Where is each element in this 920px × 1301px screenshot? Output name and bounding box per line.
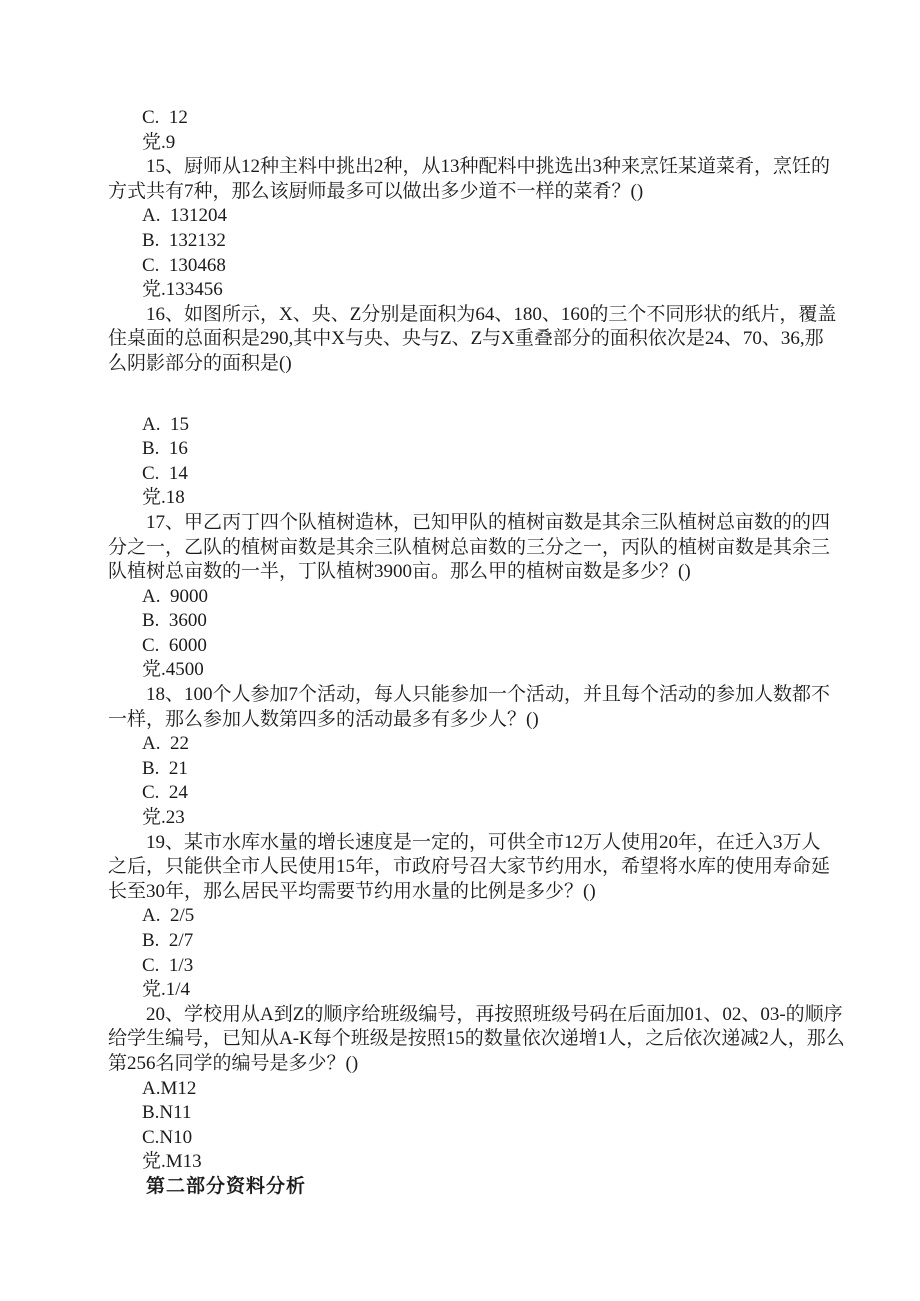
q15-option-a: A. 131204 — [142, 205, 227, 227]
q18-option-c: C. 24 — [142, 782, 188, 804]
q14-option-c: C. 12 — [142, 107, 188, 128]
question-19 — [108, 831, 832, 1003]
question-16 — [108, 303, 837, 511]
q15-option-d: 党.133456 — [142, 279, 223, 301]
q17-option-c: C. 6000 — [142, 634, 207, 656]
q18-option-d: 党.23 — [142, 807, 185, 829]
q20-stem-line: 第256名同学的编号是多少？() — [108, 1052, 359, 1074]
question-17 — [108, 511, 832, 683]
q17-option-d: 党.4500 — [142, 659, 204, 681]
q19-option-b: B. 2/7 — [142, 930, 194, 951]
section-heading: 第二部分资料分析 — [146, 1175, 307, 1197]
q16-stem-line: 16、如图所示，X、央、Z分别是面积为64、180、160的三个不同形状的纸片，覆盖 — [146, 303, 837, 325]
q16-option-d: 党.18 — [142, 487, 185, 509]
q17-stem-line: 分之一，乙队的植树亩数是其余三队植树总亩数的三分之一，丙队的植树亩数是其余三 — [108, 536, 831, 558]
q19-stem-line: 长至30年，那么居民平均需要节约用水量的比例是多少？() — [108, 880, 596, 902]
q19-option-c: C. 1/3 — [142, 954, 194, 976]
q19-option-d: 党.1/4 — [142, 979, 191, 1001]
question-18 — [108, 683, 832, 831]
q19-option-a: A. 2/5 — [142, 905, 195, 927]
q16-option-a: A. 15 — [142, 413, 189, 435]
q16-stem-line: 住桌面的总面积是290,其中X与央、央与Z、Z与X重叠部分的面积依次是24、70、36,那 — [108, 328, 824, 350]
q15-stem-line: 方式共有7种，那么该厨师最多可以做出多少道不一样的菜肴？() — [108, 180, 644, 202]
q18-stem-line: 一样，那么参加人数第四多的活动最多有多少人？() — [108, 708, 539, 730]
q19-stem-line: 之后，只能供全市人民使用15年，市政府号召大家节约用水，希望将水库的使用寿命延 — [108, 856, 831, 878]
document-body — [108, 106, 845, 1200]
q20-option-c: C.N10 — [142, 1126, 193, 1148]
question-20 — [108, 1003, 845, 1175]
q15-option-c: C. 130468 — [142, 254, 226, 276]
q16-option-b: B. 16 — [142, 438, 188, 460]
q17-option-a: A. 9000 — [142, 585, 208, 607]
q17-option-b: B. 3600 — [142, 610, 207, 632]
q20-option-d: 党.M13 — [142, 1151, 202, 1173]
q17-stem-line: 17、甲乙丙丁四个队植树造林，已知甲队的植树亩数是其余三队植树总亩数的的四 — [146, 511, 831, 533]
q16-figure-placeholder — [108, 377, 832, 413]
question-15 — [108, 155, 832, 303]
q14-option-d: 党.9 — [142, 131, 176, 153]
q20-stem-line: 20、学校用从A到Z的顺序给班级编号，再按照班级号码在后面加01、02、03-的顺序 — [146, 1003, 843, 1025]
q16-option-c: C. 14 — [142, 462, 188, 484]
q20-option-a: A.M12 — [142, 1077, 197, 1099]
q20-stem-line: 给学生编号，已知从A-K每个班级是按照15的数量依次递增1人，之后依次递减2人，那么 — [108, 1028, 845, 1050]
q18-stem-line: 18、100个人参加7个活动，每人只能参加一个活动，并且每个活动的参加人数都不 — [146, 684, 831, 706]
q19-stem-line: 19、某市水库水量的增长速度是一定的，可供全市12万人使用20年，在迁入3万人 — [146, 831, 821, 853]
q15-stem-line: 15、厨师从12种主料中挑出2种，从13种配料中挑选出3种来烹饪某道菜肴，烹饪的 — [146, 156, 831, 178]
q15-option-b: B. 132132 — [142, 229, 226, 251]
q16-stem-line: 么阴影部分的面积是() — [108, 352, 292, 374]
q17-stem-line: 队植树总亩数的一半，丁队植树3900亩。那么甲的植树亩数是多少？() — [108, 561, 691, 583]
q20-option-b: B.N11 — [142, 1102, 192, 1124]
question-14-options — [108, 106, 832, 155]
q18-option-b: B. 21 — [142, 757, 188, 779]
q18-option-a: A. 22 — [142, 733, 189, 755]
